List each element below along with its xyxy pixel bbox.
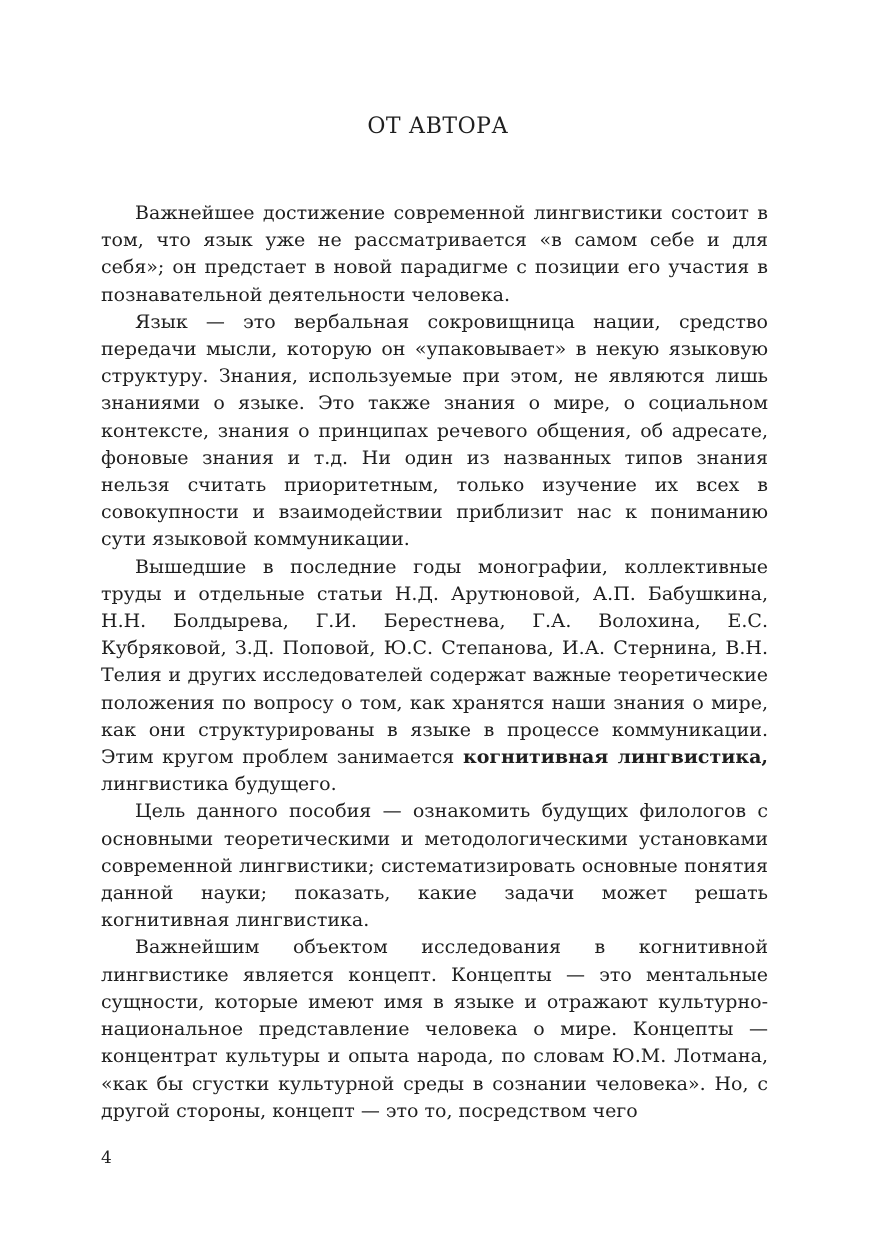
paragraph-4: Цель данного пособия — ознакомить будущих филологов с основными теоретическими и методологическими установками современной лингвистики; систематизировать основные понятия данной науки; показать, какие задачи может решать когнитивная лингвистика. [101, 800, 768, 932]
page-number: 4 [101, 1148, 112, 1168]
paragraph-3 [101, 554, 768, 799]
bold-term: когнитивная лингвистика, [462, 746, 769, 769]
paragraph-5: Важнейшим объектом исследования в когнитивной лингвистике является концепт. Концепты — это ментальные сущности, которые имеют имя в языке и отражают культурно-национальное представление человека о мире. Концепты — концентрат культуры и опыта народа, по словам Ю.М. Лотмана, «как бы сгустки культурной среды в сознании человека». Но, с другой стороны, концепт — это то, посредством чего [101, 936, 768, 1122]
paragraph-2: Язык — это вербальная сокровищница нации, средство передачи мысли, которую он «упаковывает» в некую языковую структуру. Знания, используемые при этом, не являются лишь знаниями о языке. Это также знания о мире, о социальном контексте, знания о принципах речевого общения, об адресате, фоновые знания и т.д. Ни один из названных типов знания нельзя считать приоритетным, только изучение их всех в совокупности и взаимодействии приблизит нас к пониманию сути языковой коммуникации. [101, 310, 768, 551]
paragraph-3-text-after: лингвистика будущего. [101, 773, 337, 796]
page-title: ОТ АВТОРА [367, 114, 509, 139]
paragraph-3-text-before: Вышедшие в последние годы монографии, коллективные труды и отдельные статьи Н.Д. Арутюновой, А.П. Бабушкина, Н.Н. Болдырева, Г.И. Берестнева, Г.А. Волохина, Е.С. Кубряковой, З.Д. Поповой, Ю.С. Степанова, И.А. Стернина, В.Н. Телия и других исследователей содержат важные теоретические положения по вопросу о том, как хранятся наши знания о мире, как они структурированы в языке в процессе коммуникации. Этим кругом проблем занимается [101, 555, 768, 769]
paragraph-1: Важнейшее достижение современной лингвистики состоит в том, что язык уже не рассматривается «в самом себе и для себя»; он предстает в новой парадигме с позиции его участия в познавательной деятельности человека. [101, 202, 768, 306]
body-text [101, 200, 768, 1125]
